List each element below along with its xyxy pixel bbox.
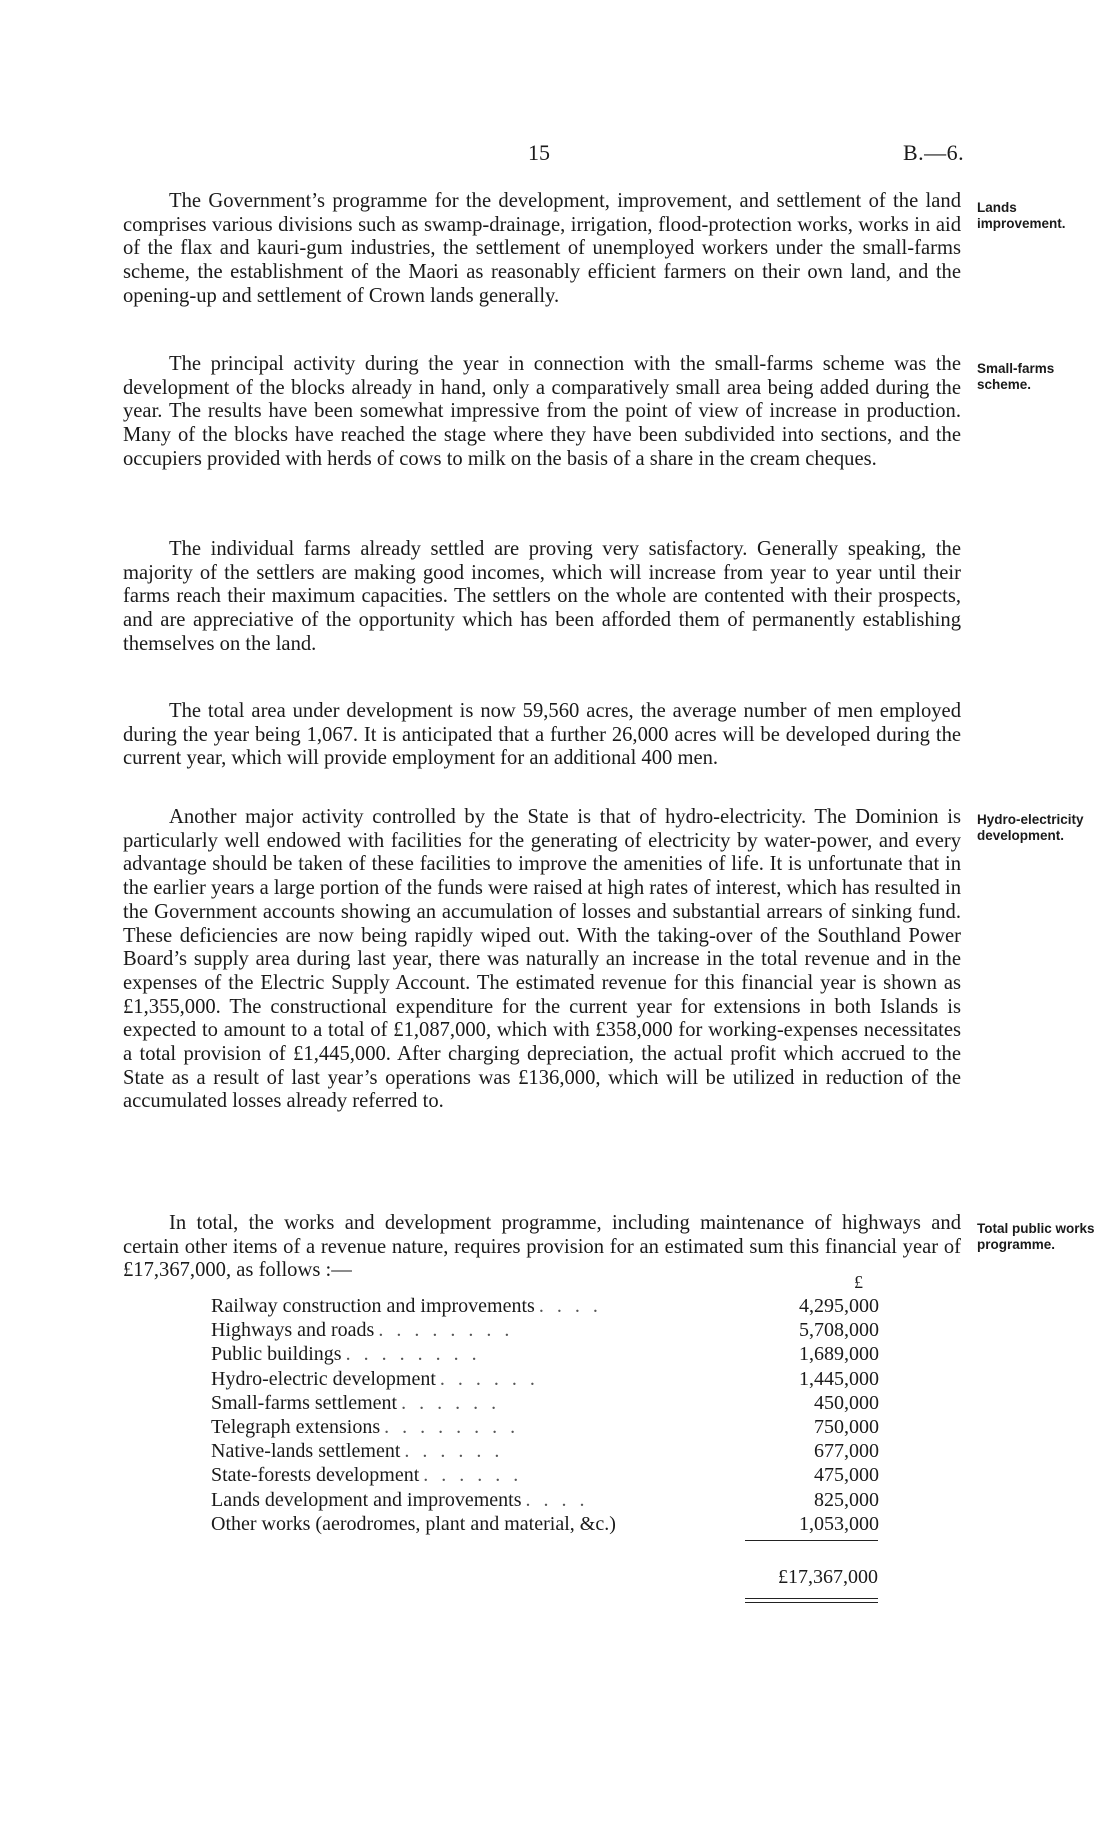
table-row xyxy=(211,1489,879,1513)
sidenote-hydro-electricity: Hydro-electricity development. xyxy=(977,812,1084,843)
document-reference: B.—6. xyxy=(903,140,965,165)
table-row xyxy=(211,1343,879,1367)
row-amount: 825,000 xyxy=(814,1488,879,1511)
table-row xyxy=(211,1295,879,1319)
sidenote-lands-improvement: Lands improvement. xyxy=(977,200,1066,231)
table-row xyxy=(211,1319,879,1343)
table-row xyxy=(211,1464,879,1488)
row-leader-dots: . . . . . . . . xyxy=(384,1415,520,1438)
total-double-rule xyxy=(745,1598,878,1603)
table-row xyxy=(211,1392,879,1416)
row-amount: 4,295,000 xyxy=(799,1295,879,1317)
page-number: 15 xyxy=(528,140,550,165)
row-leader-dots: . . . . . . xyxy=(401,1391,501,1414)
row-leader-dots: . . . . xyxy=(538,1295,602,1317)
row-leader-dots: . . . . . . . . xyxy=(345,1343,481,1366)
grand-total: £17,367,000 xyxy=(778,1566,878,1588)
row-label: Public buildings xyxy=(211,1343,342,1366)
row-leader-dots: . . . . . . xyxy=(423,1464,523,1487)
sidenote-total-works: Total public works programme. xyxy=(977,1221,1095,1252)
paragraph-individual-farms: The individual farms already settled are proving very satisfactory. Generally speaking, the majority of the settlers are making good incomes, which will increase from year to year until their farms reach their maximum capacities. The settlers on the whole are contented with their prospects, and are appreciative of the opportunity which has been afforded them of permanently establishing themselves on the land. xyxy=(123,538,961,655)
row-label: Small-farms settlement xyxy=(211,1391,398,1414)
row-amount: 750,000 xyxy=(814,1415,879,1438)
total-rule-top xyxy=(745,1540,878,1541)
sidenote-small-farms: Small-farms scheme. xyxy=(977,361,1055,392)
row-label: Lands development and improvements xyxy=(211,1488,522,1511)
currency-column-header: £ xyxy=(854,1272,863,1292)
row-amount: 475,000 xyxy=(814,1464,879,1487)
row-amount: 450,000 xyxy=(814,1391,879,1414)
allocation-table xyxy=(211,1295,879,1537)
table-row xyxy=(211,1513,879,1537)
table-row xyxy=(211,1440,879,1464)
paragraph-small-farms: The principal activity during the year in connection with the small-farms scheme was the development of the blocks already in hand, only a comparatively small area being added during the year. The results have been somewhat impressive from the point of view of increase in production. Many of the blocks have reached the stage where they have been subdivided into sections, and the occupiers provided with herds of cows to milk on the basis of a share in the cream cheques. xyxy=(123,353,961,470)
paragraph-total-area: The total area under development is now 59,560 acres, the average number of men employed during the year being 1,067. It is anticipated that a further 26,000 acres will be developed during the current year, which will provide employment for an additional 400 men. xyxy=(123,700,961,770)
paragraph-total-works: In total, the works and development programme, including maintenance of highways and certain other items of a revenue nature, requires provision for an estimated sum this financial year of £17,367,000, as follows :— xyxy=(123,1212,961,1282)
paragraph-hydro-electricity: Another major activity controlled by the State is that of hydro-electricity. The Dominion is particularly well endowed with facilities for the generating of electricity by water-power, and every advantage should be taken of these facilities to improve the amenities of life. It is unfortunate that in the earlier years a large portion of the funds were raised at high rates of interest, which has resulted in the Government accounts showing an accumulation of losses and substantial arrears of sinking fund. These deficiencies are now being rapidly wiped out. With the taking-over of the Southland Power Board’s supply area during last year, there was naturally an increase in the total revenue and in the expenses of the Electric Supply Account. The estimated revenue for this financial year is shown as £1,355,000. The constructional expenditure for the current year for extensions in both Islands is expected to amount to a total of £1,087,000, which with £358,000 for working-expenses necessitates a total provision of £1,445,000. After charging depreciation, the actual profit which accrued to the State as a result of last year’s operations was £136,000, which will be utilized in reduction of the accumulated losses already referred to. xyxy=(123,806,961,1113)
paragraph-lands-improvement: The Government’s programme for the development, improvement, and settlement of the land comprises various divisions such as swamp-drainage, irrigation, flood-protection works, works in aid of the flax and kauri-gum industries, the settlement of unemployed workers under the small-farms scheme, the establishment of the Maori as reasonably efficient farmers on their own land, and the opening-up and settlement of Crown lands generally. xyxy=(123,190,961,307)
row-amount: 5,708,000 xyxy=(799,1319,879,1342)
row-leader-dots: . . . . . . xyxy=(404,1440,504,1463)
row-amount: 1,689,000 xyxy=(799,1343,879,1366)
row-leader-dots: . . . . . . . . xyxy=(378,1319,514,1342)
row-label: State-forests development xyxy=(211,1464,420,1487)
row-amount: 677,000 xyxy=(814,1440,879,1463)
table-row xyxy=(211,1368,879,1392)
row-label: Hydro-electric development xyxy=(211,1367,436,1390)
table-row xyxy=(211,1416,879,1440)
row-label: Highways and roads xyxy=(211,1319,375,1342)
row-amount: 1,445,000 xyxy=(799,1367,879,1390)
row-amount: 1,053,000 xyxy=(799,1512,879,1535)
row-label: Other works (aerodromes, plant and material, &c.) xyxy=(211,1512,616,1535)
row-label: Telegraph extensions xyxy=(211,1415,381,1438)
row-leader-dots: . . . . . . xyxy=(439,1367,539,1390)
row-label: Native-lands settlement xyxy=(211,1440,401,1463)
row-label: Railway construction and improvements xyxy=(211,1295,535,1317)
row-leader-dots: . . . . xyxy=(525,1488,589,1511)
